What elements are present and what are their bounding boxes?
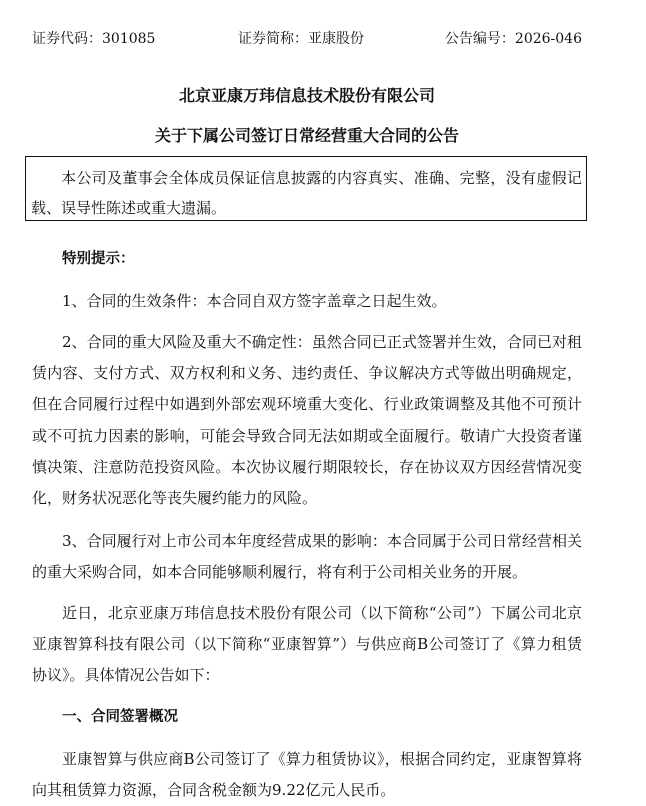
special-tips-heading: 特别提示： (62, 251, 135, 267)
intro-paragraph: 近日，北京亚康万玮信息技术股份有限公司（以下简称“公司”）下属公司北京亚康智算科技有限公司（以下简称“亚康智算”）与供应商B公司签订了《算力租赁协议》。具体情况公告如下： (32, 604, 582, 685)
tip-item-2: 2、合同的重大风险及重大不确定性：虽然合同已正式签署并生效，合同已对租赁内容、支付方式、双方权利和义务、违约责任、争议解决方式等做出明确规定，但在合同履行过程中如遇到外部宏观环境重大变化、行业政策调整及其他不可预计或不可抗力因素的影响，可能会导致合同无法如期或全面履行。敬请广大投资者谨慎决策、注意防范投资风险。本次协议履行期限较长，存在协议双方因经营情况变化，财务状况恶化等丧失履约能力的风险。 (32, 333, 582, 508)
tip-item-3: 3、合同履行对上市公司本年度经营成果的影响：本合同属于公司日常经营相关的重大采购合同，如本合同能够顺利履行，将有利于公司相关业务的开展。 (32, 532, 582, 582)
announcement-title: 关于下属公司签订日常经营重大合同的公告 (154, 126, 459, 145)
section-1-heading: 一、合同签署概况 (62, 709, 178, 725)
announcement-number: 公告编号：2026-046 (444, 31, 582, 47)
company-title: 北京亚康万玮信息技术股份有限公司 (178, 86, 435, 105)
section-1-body: 亚康智算与供应商B公司签订了《算力租赁协议》，根据合同约定，亚康智算将向其租赁算力资源，合同含税金额为9.22亿元人民币。 (32, 750, 582, 800)
document-header (32, 28, 582, 50)
tip-item-1: 1、合同的生效条件：本合同自双方签字盖章之日起生效。 (62, 292, 447, 310)
board-guarantee-notice: 本公司及董事会全体成员保证信息披露的内容真实、准确、完整，没有虚假记载、误导性陈述或重大遗漏。 (25, 156, 587, 221)
stock-code: 证券代码：301085 (32, 31, 156, 47)
stock-short-name: 证券简称：亚康股份 (238, 31, 364, 47)
